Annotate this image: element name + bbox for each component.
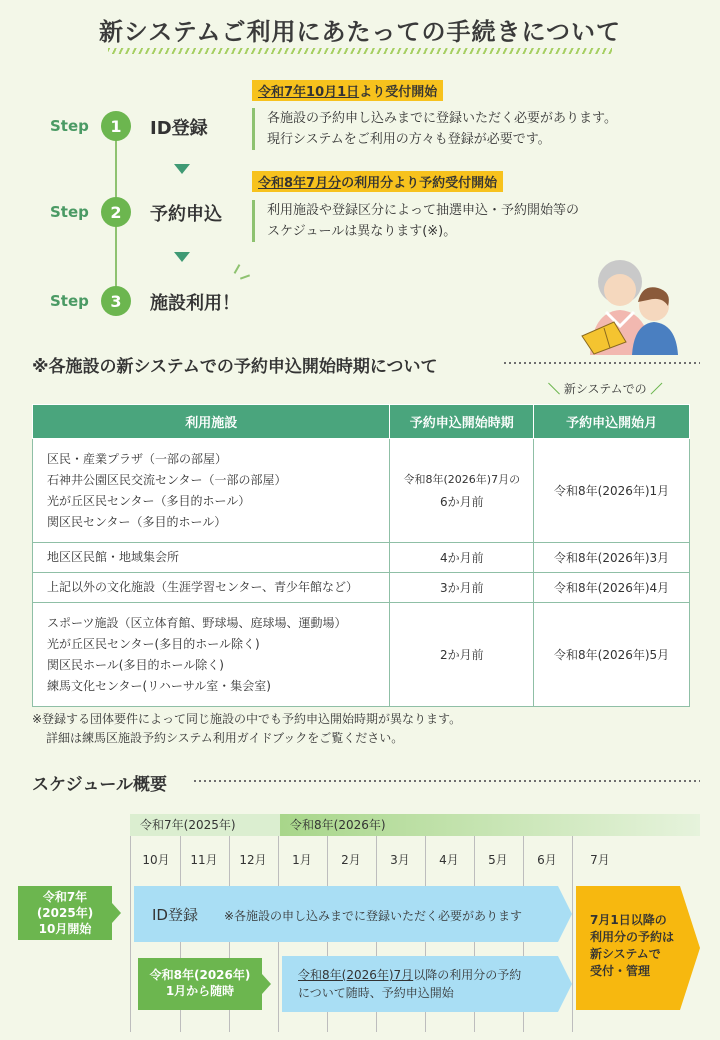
arrow-right-icon [112,903,121,923]
year-2025-band: 令和7年(2025年) [130,814,280,836]
slash-left-icon: ＼ [548,382,561,396]
facility-cell [33,603,390,707]
facility-item: 上記以外の文化施設（生涯学習センター、青少年館など） [47,580,359,594]
sparkle-icon [240,274,250,279]
facility-section-heading: ※各施設の新システムでの予約申込開始時期について [32,357,438,377]
column-header-month: 予約申込開始月 [534,405,690,439]
facility-item: 関区民センター（多目的ホール） [47,514,227,529]
step-1-desc-line2: 現行システムをご利用の方々も登録が必要です。 [267,132,551,147]
bar-arrow-tip [558,956,572,1012]
final-box-line: 7月1日以降の [590,913,667,927]
month-cell: 令和8年(2026年)5月 [534,603,690,707]
step-2-label: Step [50,203,89,221]
grid-line [572,836,573,1032]
step-1-name: ID登録 [150,118,208,139]
table-footnote-1: ※登録する団体要件によって同じ施設の中でも予約申込開始時期が異なります。 [32,712,462,726]
grid-line [130,836,131,1032]
facility-item: 関区民ホール(多目的ホール除く) [47,657,224,672]
start-badge-line: 10月開始 [38,922,92,936]
facility-cell [33,439,390,543]
month-label: 12月 [239,853,267,867]
bar-arrow-tip [558,886,572,942]
facility-cell [33,573,390,603]
month-cell: 令和8年(2026年)3月 [534,543,690,573]
step-3-number: 3 [101,286,131,316]
heading-dotted-line [504,362,700,364]
heading-dotted-line [194,780,700,782]
step-1-highlight-rest: より受付開始 [359,85,438,100]
table-row [33,543,690,573]
reservation-bar-line1 [298,966,521,983]
column-header-timing: 予約申込開始時期 [390,405,534,439]
facility-table [32,404,690,707]
step-2-highlight-rest: の利用分より予約受付開始 [341,176,498,191]
timing-cell: 3か月前 [390,573,534,603]
timing-cell [390,439,534,543]
id-registration-title: ID登録 [152,906,198,924]
timing-cell: 2か月前 [390,603,534,707]
table-header-row [33,405,690,439]
reservation-bar-line1-rest: 以降の利用分の予約 [413,968,522,982]
start-badge-line: 令和7年 [42,890,88,904]
start-badge-line: (2025年) [36,906,94,920]
schedule-heading: スケジュール概要 [32,775,167,795]
step-2-highlight [252,171,503,192]
arrow-down-icon [174,164,190,174]
reservation-bar [282,956,558,1012]
final-arrow-tip [680,886,700,1010]
column-header-facility: 利用施設 [33,405,390,439]
final-box-line: 利用分の予約は [590,930,675,944]
step-2-desc-line1: 利用施設や登録区分によって抽選申込・予約開始等の [267,203,580,218]
grandmother-child-reading-illustration [568,250,698,355]
step-1-label: Step [50,117,89,135]
slash-right-icon: ／ [650,382,663,396]
month-label: 3月 [390,853,410,867]
table-row [33,439,690,543]
month-label: 5月 [488,853,508,867]
start-badge-line: 令和8年(2026年) [149,968,251,982]
step-1-desc-line1: 各施設の予約申し込みまでに登録いただく必要があります。 [267,111,617,126]
step-1-description [252,108,692,150]
reservation-bar-line2: について随時、予約申込開始 [298,986,454,1000]
step-3-name: 施設利用！ [150,293,240,314]
arrow-right-icon [262,974,271,994]
facility-item: スポーツ施設（区立体育館、野球場、庭球場、運動場） [47,615,347,630]
column-note [548,380,663,397]
step-3-label: Step [50,292,89,310]
step-2-name: 予約申込 [150,204,222,225]
timing-value: 6か月前 [439,495,484,509]
month-label: 11月 [190,853,218,867]
year-2026-band: 令和8年(2026年) [280,814,700,836]
facility-item: 石神井公園区民交流センター（一部の部屋） [47,472,287,487]
step-1-highlight [252,80,443,101]
reservation-bar-date: 令和8年(2026年)7月 [298,968,414,982]
sparkle-icon [234,264,241,274]
table-footnote-2: 詳細は練馬区施設予約システム利用ガイドブックをご覧ください。 [46,731,404,745]
month-label: 6月 [537,853,557,867]
arrow-down-icon [174,252,190,262]
new-system-final-box [576,886,680,1010]
step-2-description [252,200,672,242]
final-box-line: 新システムで [590,947,661,961]
month-label: 4月 [439,853,459,867]
id-registration-bar [134,886,558,942]
step-1-number: 1 [101,111,131,141]
step-2-desc-line2: スケジュールは異なります(※)。 [267,224,457,239]
start-badge-2026-01 [138,958,262,1010]
timing-cell: 4か月前 [390,543,534,573]
facility-item: 光が丘区民センター（多目的ホール） [47,493,251,508]
page-title: 新システムご利用にあたっての手続きについて [98,18,622,46]
month-cell: 令和8年(2026年)4月 [534,573,690,603]
month-label: 7月 [590,853,610,867]
facility-item: 練馬文化センター(リハーサル室・集会室) [47,678,271,693]
timing-base: 令和8年(2026年)7月の [403,473,521,486]
title-decoration [108,48,612,54]
start-badge-line: 1月から随時 [165,984,235,998]
month-cell: 令和8年(2026年)1月 [534,439,690,543]
facility-item: 区民・産業プラザ（一部の部屋） [47,451,228,466]
facility-cell [33,543,390,573]
start-badge-2025-10 [18,886,112,940]
step-2-highlight-date: 令和8年7月分 [258,176,342,191]
final-box-line: 受付・管理 [590,964,651,978]
column-note-text: 新システムでの [563,382,647,396]
table-row [33,603,690,707]
facility-item: 光が丘区民センター(多目的ホール除く) [47,636,260,651]
month-label: 2月 [341,853,361,867]
id-registration-note: ※各施設の申し込みまでに登録いただく必要があります [224,909,523,923]
step-2-number: 2 [101,197,131,227]
facility-item: 地区区民館・地域集会所 [47,550,180,564]
month-label: 1月 [292,853,312,867]
month-label: 10月 [142,853,170,867]
table-row [33,573,690,603]
step-1-highlight-date: 令和7年10月1日 [258,85,360,100]
